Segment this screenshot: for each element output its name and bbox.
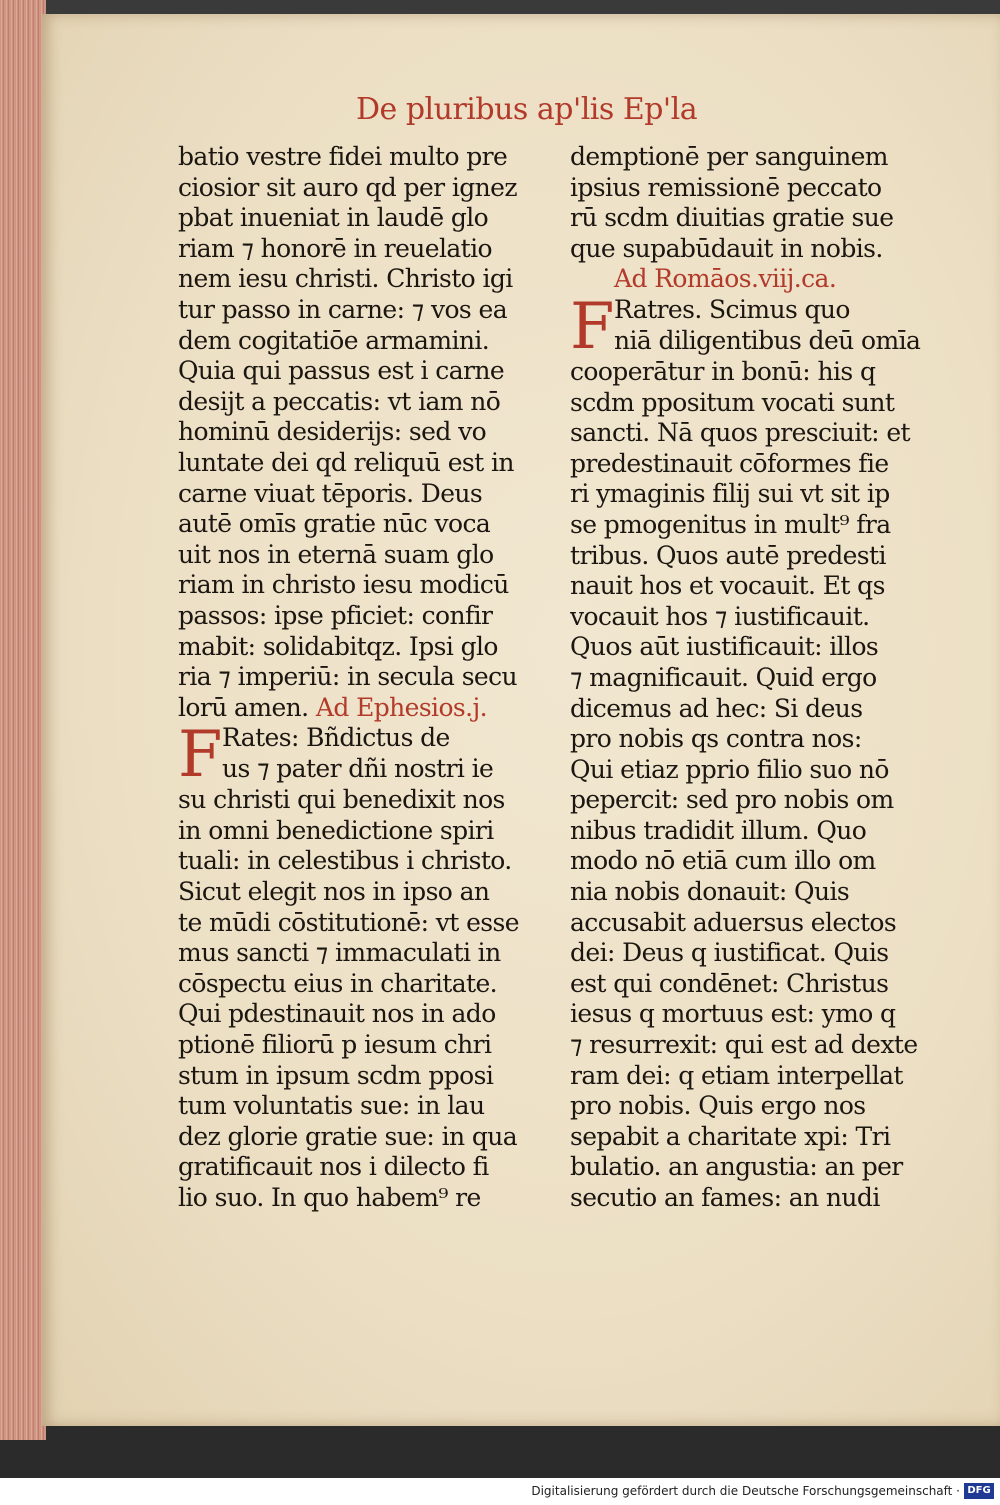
left-last-line-text: lorū amen. (178, 692, 309, 722)
page-edges (0, 0, 46, 1440)
right-initial-text-line: Ratres. Scimus quo (614, 294, 850, 324)
right-text-line: sepabit a charitate xpi: Tri (570, 1121, 891, 1151)
right-text-line: scdm ppositum vocati sunt (570, 387, 895, 417)
right-text-line: que supabūdauit in nobis. (570, 233, 883, 263)
left-text-line: nem iesu christi. Christo igi (178, 264, 513, 294)
left-lines-before (178, 142, 538, 693)
right-text-line: ram dei: q etiam interpellat (570, 1060, 903, 1090)
right-text-line: se pmogenitus in mult⁹ fra (570, 509, 891, 539)
left-text-line: su christi qui benedixit nos (178, 785, 505, 815)
left-text-line: tuali: in celestibus i christo. (178, 846, 512, 876)
left-lines-after (178, 785, 538, 1213)
left-text-line: tur passo in carne: ⁊ vos ea (178, 294, 508, 324)
left-rubric-line (178, 693, 538, 724)
right-text-line: ipsius remissionē peccato (570, 172, 882, 202)
right-text-line: pepercit: sed pro nobis om (570, 785, 894, 815)
left-initial-letter: F (178, 718, 223, 793)
left-initial-text-line: Rates: Bñdictus de (222, 723, 450, 753)
left-text-line: gratificauit nos i dilecto fi (178, 1152, 489, 1182)
left-text-line: ciosior sit auro qd per ignez (178, 172, 517, 202)
left-text-line: ptionē filiorū p iesum chri (178, 1030, 492, 1060)
left-text-line: autē omīs gratie nūc voca (178, 509, 491, 539)
left-text-line: dem cogitatiōe armamini. (178, 325, 490, 355)
right-text-line: Quos aūt iustificauit: illos (570, 632, 879, 662)
right-initial-text-line: niā diligentibus deū omīa (614, 325, 921, 355)
left-text-line: pbat inueniat in laudē glo (178, 203, 489, 233)
right-initial-letter: F (570, 289, 615, 364)
left-text-line: tum voluntatis sue: in lau (178, 1091, 485, 1121)
right-text-line: iesus q mortuus est: ymo q (570, 999, 896, 1029)
left-text-line: mabit: solidabitqz. Ipsi glo (178, 631, 498, 661)
left-text-line: desijt a peccatis: vt iam nō (178, 386, 501, 416)
right-text-line: Qui etiaz pprio filio suo nō (570, 754, 889, 784)
right-text-line: demptionē per sanguinem (570, 142, 888, 171)
right-text-line: nia nobis donauit: Quis (570, 877, 850, 907)
scan-top-edge (0, 0, 1000, 14)
right-text-line: modo nō etiā cum illo om (570, 846, 876, 876)
left-text-line: luntate dei qd reliquū est in (178, 447, 514, 477)
left-column (178, 142, 538, 1214)
right-text-line: secutio an fames: an nudi (570, 1183, 880, 1212)
left-text-line: cōspectu eius in charitate. (178, 968, 497, 998)
right-text-line: est qui condēnet: Christus (570, 968, 889, 998)
footer-bar (0, 1478, 1000, 1505)
right-text-line: rū scdm diuitias gratie sue (570, 203, 894, 233)
left-rubric: Ad Ephesios.j. (315, 692, 487, 722)
left-text-line: riam in christo iesu modicū (178, 570, 509, 600)
right-text-line: dei: Deus q iustificat. Quis (570, 938, 889, 968)
right-text-line: pro nobis. Quis ergo nos (570, 1091, 866, 1121)
dfg-logo: DFG (964, 1483, 994, 1499)
footer-credit: Digitalisierung gefördert durch die Deutsche Forschungsgemeinschaft · (531, 1484, 960, 1498)
right-text-line: cooperātur in bonū: his q (570, 356, 876, 386)
left-initial-lines (178, 718, 538, 793)
right-text-line: predestinauit cōformes fie (570, 448, 889, 478)
left-text-line: ria ⁊ imperiū: in secula secu (178, 662, 518, 692)
left-initial-text-line: us ⁊ pater dñi nostri ie (222, 753, 494, 783)
left-text-line: in omni benedictione spiri (178, 815, 494, 845)
right-text-line: ⁊ resurrexit: qui est ad dexte (570, 1030, 918, 1060)
left-text-line: batio vestre fidei multo pre (178, 142, 508, 171)
right-lines-after (570, 357, 930, 1214)
left-text-line: dez glorie gratie sue: in qua (178, 1121, 518, 1151)
right-text-line: ri ymaginis filij sui vt sit ip (570, 479, 890, 509)
right-rubric: Ad Romāos.viij.ca. (614, 264, 837, 294)
left-text-line: carne viuat tēporis. Deus (178, 478, 483, 508)
right-text-line: nauit hos et vocauit. Et qs (570, 571, 885, 601)
left-text-line: lio suo. In quo habem⁹ re (178, 1183, 481, 1212)
left-text-line: Quia qui passus est i carne (178, 356, 505, 386)
left-text-line: uit nos in eternā suam glo (178, 539, 494, 569)
running-title: De pluribus ap'lis Ep'la (356, 92, 698, 127)
right-text-line: bulatio. an angustia: an per (570, 1152, 903, 1182)
left-initial-block (178, 718, 538, 793)
right-initial-block (570, 289, 930, 364)
right-text-line: sancti. Nā quos presciuit: et (570, 418, 910, 448)
right-text-line: dicemus ad hec: Si deus (570, 693, 863, 723)
left-text-line: Sicut elegit nos in ipso an (178, 877, 490, 907)
left-text-line: mus sancti ⁊ immaculati in (178, 938, 501, 968)
left-text-line: passos: ipse pficiet: confir (178, 600, 493, 630)
left-text-line: te mūdi cōstitutionē: vt esse (178, 907, 519, 937)
right-lines-before (570, 142, 930, 264)
right-text-line: ⁊ magnificauit. Quid ergo (570, 662, 877, 692)
left-text-line: riam ⁊ honorē in reuelatio (178, 233, 492, 263)
right-column (570, 142, 930, 1214)
right-text-line: pro nobis qs contra nos: (570, 724, 862, 754)
left-text-line: hominū desiderijs: sed vo (178, 417, 487, 447)
left-text-line: stum in ipsum scdm pposi (178, 1060, 494, 1090)
right-initial-lines (570, 289, 930, 364)
left-text-line: Qui pdestinauit nos in ado (178, 999, 496, 1029)
right-text-line: nibus tradidit illum. Quo (570, 815, 867, 845)
right-text-line: accusabit aduersus electos (570, 907, 897, 937)
right-text-line: vocauit hos ⁊ iustificauit. (570, 601, 870, 631)
right-text-line: tribus. Quos autē predesti (570, 540, 886, 570)
